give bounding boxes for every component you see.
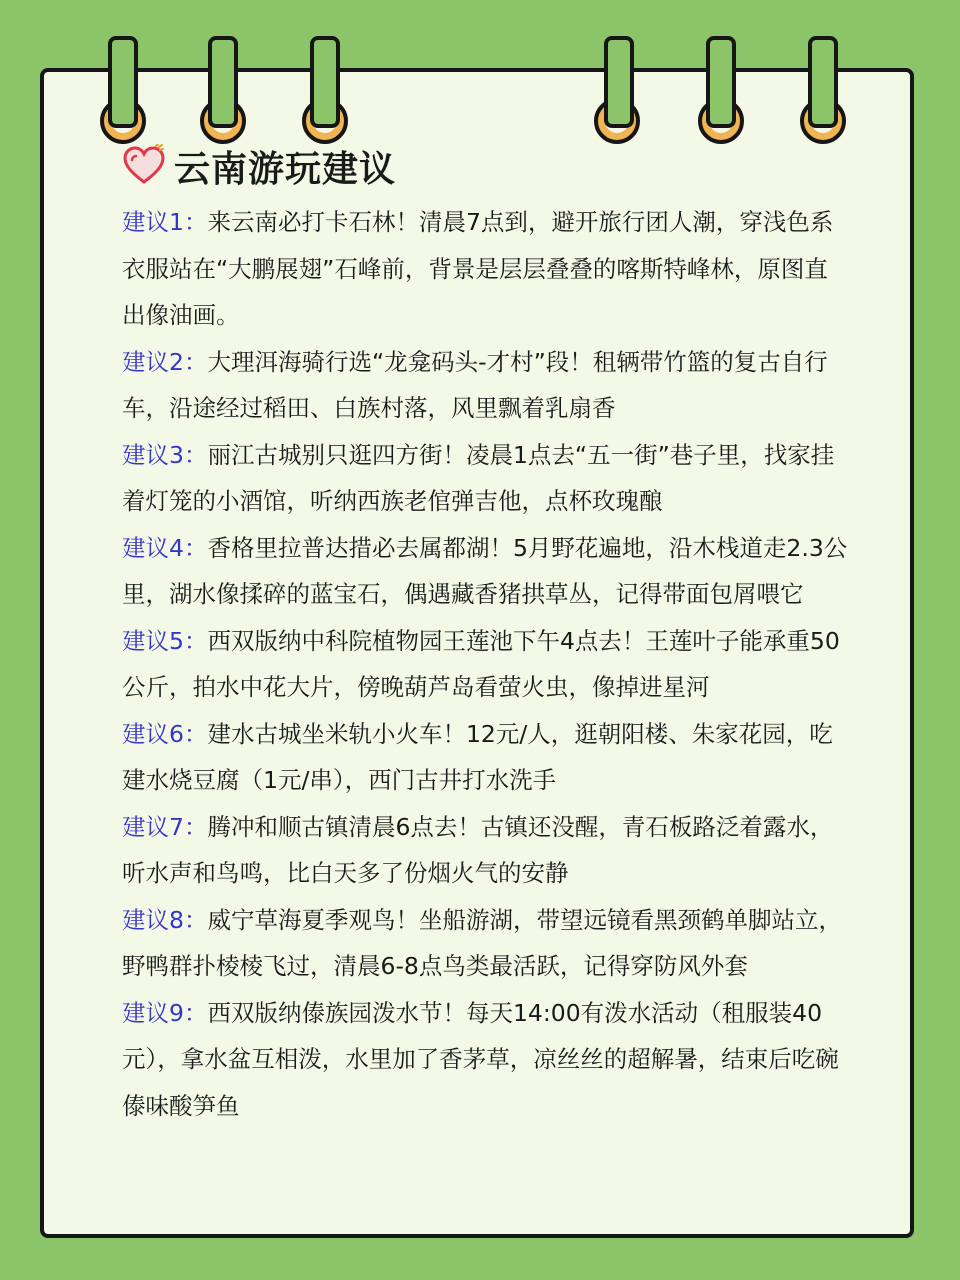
heart-icon: [122, 144, 166, 188]
tip-label: 建议3：: [122, 440, 208, 469]
tip-item: [122, 199, 850, 339]
title-row: [122, 140, 396, 192]
tip-item: [122, 804, 850, 897]
tip-text: 腾冲和顺古镇清晨6点去！古镇还没醒，青石板路泛着露水，听水声和鸟鸣，比白天多了份烟火气的安静: [122, 812, 834, 887]
binder-clip: [604, 36, 634, 128]
tip-text: 建水古城坐米轨小火车！12元/人，逛朝阳楼、朱家花园，吃建水烧豆腐（1元/串），西门古井打水洗手: [122, 719, 833, 794]
binder-clip: [208, 36, 238, 128]
binder-clip: [706, 36, 736, 128]
tip-label: 建议8：: [122, 905, 208, 934]
tip-item: [122, 525, 850, 618]
tip-item: [122, 339, 850, 432]
tip-item: [122, 897, 850, 990]
binder-clip: [108, 36, 138, 128]
tip-item: [122, 990, 850, 1130]
tip-text: 西双版纳傣族园泼水节！每天14:00有泼水活动（租服装40元），拿水盆互相泼，水里加了香茅草，凉丝丝的超解暑，结束后吃碗傣味酸笋鱼: [122, 998, 839, 1120]
tip-label: 建议7：: [122, 812, 208, 841]
tip-text: 丽江古城别只逛四方街！凌晨1点去“五一街”巷子里，找家挂着灯笼的小酒馆，听纳西族老倌弹吉他，点杯玫瑰酿: [122, 440, 835, 515]
binder-clip: [808, 36, 838, 128]
page-title: 云南游玩建议: [174, 148, 397, 190]
tip-label: 建议9：: [122, 998, 208, 1027]
tip-item: [122, 711, 850, 804]
binder-clip: [310, 36, 340, 128]
tip-item: [122, 618, 850, 711]
tip-text: 大理洱海骑行选“龙龛码头-才村”段！租辆带竹篮的复古自行车，沿途经过稻田、白族村落，风里飘着乳扇香: [122, 347, 828, 422]
tip-text: 香格里拉普达措必去属都湖！5月野花遍地，沿木栈道走2.3公里，湖水像揉碎的蓝宝石，偶遇藏香猪拱草丛，记得带面包屑喂它: [122, 533, 848, 608]
tips-list: [122, 199, 850, 1129]
tip-text: 来云南必打卡石林！清晨7点到，避开旅行团人潮，穿浅色系衣服站在“大鹏展翅”石峰前，背景是层层叠叠的喀斯特峰林，原图直出像油画。: [122, 208, 834, 329]
tip-text: 威宁草海夏季观鸟！坐船游湖，带望远镜看黑颈鹤单脚站立，野鸭群扑棱棱飞过，清晨6-8点鸟类最活跃，记得穿防风外套: [122, 905, 842, 980]
tip-label: 建议6：: [122, 719, 208, 748]
tip-label: 建议5：: [122, 626, 208, 655]
tip-label: 建议2：: [122, 347, 208, 376]
tip-label: 建议1：: [122, 208, 208, 236]
tip-item: [122, 432, 850, 525]
tip-text: 西双版纳中科院植物园王莲池下午4点去！王莲叶子能承重50公斤，拍水中花大片，傍晚葫芦岛看萤火虫，像掉进星河: [122, 626, 840, 701]
tip-label: 建议4：: [122, 533, 208, 562]
